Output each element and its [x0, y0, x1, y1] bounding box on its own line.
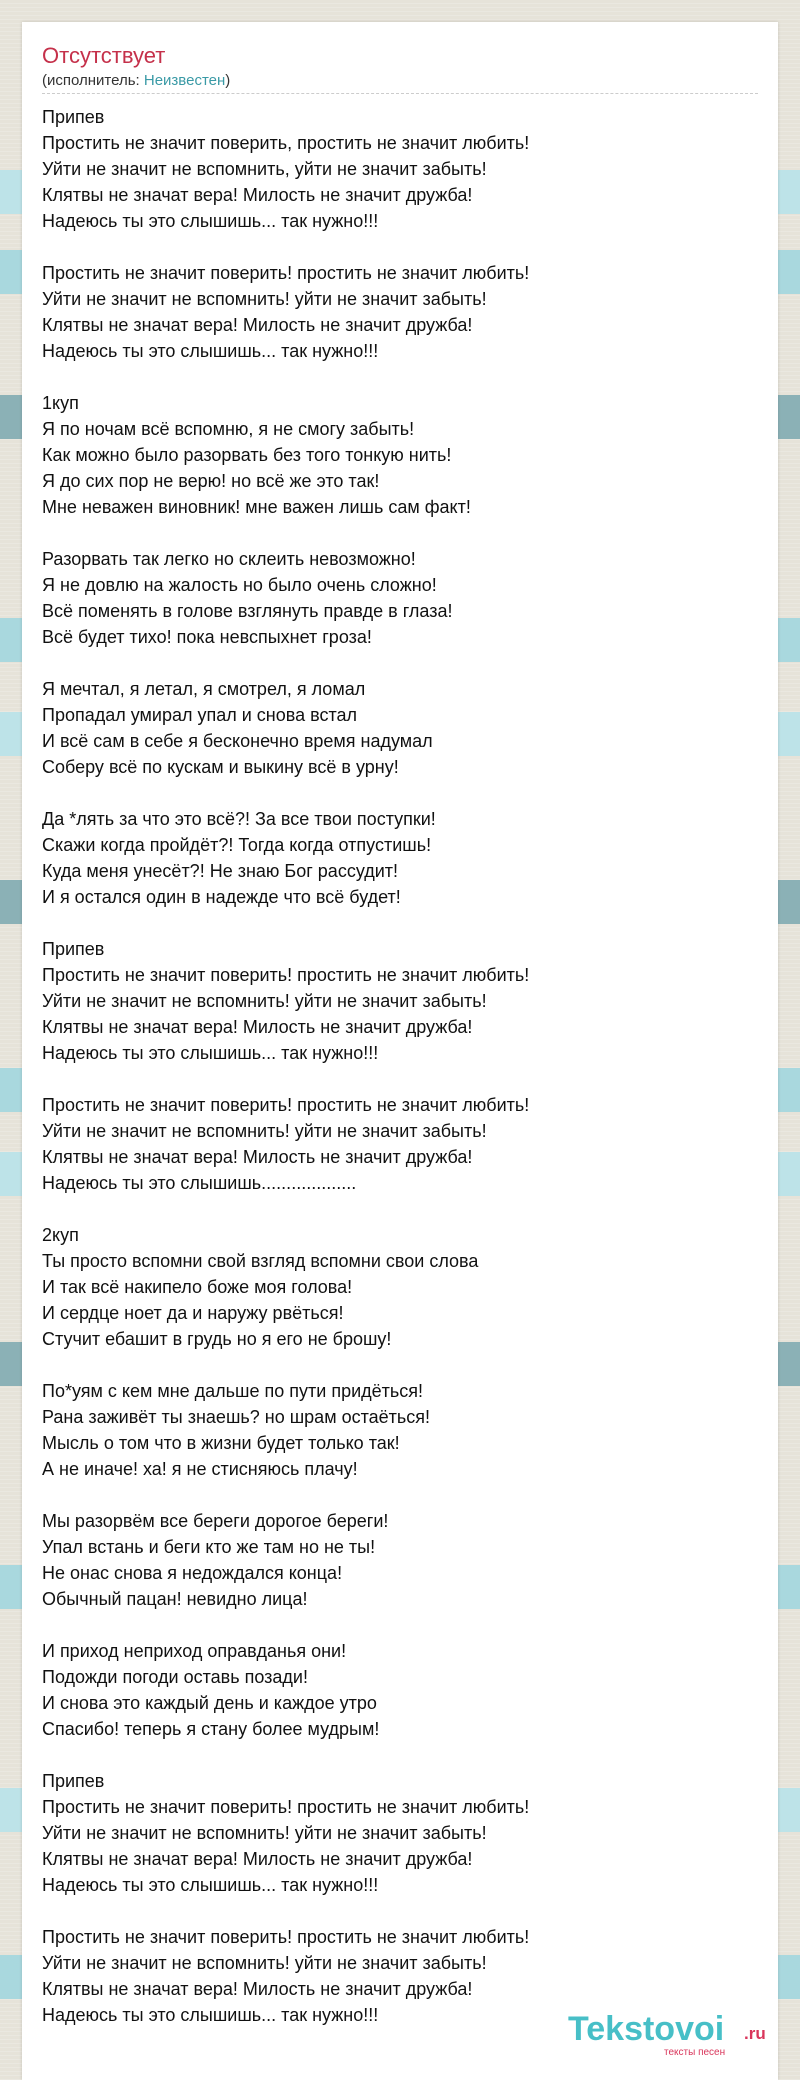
lyrics-line: Разорвать так легко но склеить невозможно!	[42, 549, 416, 569]
artist-link[interactable]: Неизвестен	[143, 72, 226, 89]
lyrics-line: Простить не значит поверить! простить не значит любить!	[42, 1927, 530, 1947]
lyrics-stanza	[42, 546, 762, 650]
lyrics-stanza	[42, 1508, 762, 1612]
lyrics-line: Всё будет тихо! пока невспыхнет гроза!	[42, 627, 372, 647]
song-title: Отсутствует	[42, 43, 166, 68]
lyrics-line: 2куп	[42, 1225, 79, 1245]
lyrics-line: Надеюсь ты это слышишь...................	[42, 1173, 357, 1193]
artist-suffix: )	[225, 72, 231, 89]
lyrics-line: Ты просто вспомни свой взгляд вспомни свои слова	[42, 1251, 479, 1271]
lyrics-line: Уйти не значит не вспомнить! уйти не значит забыть!	[42, 289, 487, 309]
lyrics-line: Припев	[42, 107, 105, 127]
lyrics-line: И всё сам в себе я бесконечно время надумал	[42, 731, 433, 751]
lyrics-line: Подожди погоди оставь позади!	[42, 1667, 308, 1687]
lyrics-line: Надеюсь ты это слышишь... так нужно!!!	[42, 2005, 379, 2025]
lyrics-stanza	[42, 104, 762, 234]
lyrics-line: Упал встань и беги кто же там но не ты!	[42, 1537, 376, 1557]
lyrics-line: Уйти не значит не вспомнить! уйти не значит забыть!	[42, 1823, 487, 1843]
site-logo[interactable]	[568, 2010, 778, 2058]
lyrics-line: Куда меня унесёт?! Не знаю Бог рассудит!	[42, 861, 399, 881]
lyrics-stanza	[42, 390, 762, 520]
lyrics-line: Я не довлю на жалость но было очень сложно!	[42, 575, 437, 595]
artist-prefix: (исполнитель:	[42, 72, 144, 89]
lyrics-line: Простить не значит поверить! простить не значит любить!	[42, 1797, 530, 1817]
lyrics-line: Мне неважен виновник! мне важен лишь сам факт!	[42, 497, 471, 517]
lyrics-line: И приход неприход оправданья они!	[42, 1641, 347, 1661]
artist-line	[42, 72, 230, 90]
lyrics-line: Клятвы не значат вера! Милость не значит дружба!	[42, 1979, 473, 1999]
lyrics-line: Простить не значит поверить! простить не значит любить!	[42, 263, 530, 283]
header-divider	[42, 93, 758, 94]
lyrics-line: Клятвы не значат вера! Милость не значит дружба!	[42, 1849, 473, 1869]
lyrics-stanza	[42, 1768, 762, 1898]
lyrics-line: По*уям с кем мне дальше по пути придёться!	[42, 1381, 424, 1401]
lyrics-line: Я мечтал, я летал, я смотрел, я ломал	[42, 679, 366, 699]
lyrics-stanza	[42, 676, 762, 780]
lyrics-line: Не онас снова я недождался конца!	[42, 1563, 343, 1583]
logo-tld: .ru	[744, 2024, 766, 2043]
lyrics-line: И я остался один в надежде что всё будет!	[42, 887, 401, 907]
lyrics-line: Рана заживёт ты знаешь? но шрам остаёться!	[42, 1407, 431, 1427]
lyrics-line: Надеюсь ты это слышишь... так нужно!!!	[42, 211, 379, 231]
lyrics-line: Надеюсь ты это слышишь... так нужно!!!	[42, 1875, 379, 1895]
lyrics-line: Припев	[42, 1771, 105, 1791]
lyrics-stanza	[42, 1092, 762, 1196]
lyrics-line: Скажи когда пройдёт?! Тогда когда отпустишь!	[42, 835, 432, 855]
lyrics-stanza	[42, 1378, 762, 1482]
lyrics-line: Да *лять за что это всё?! За все твои поступки!	[42, 809, 436, 829]
lyrics-stanza	[42, 1638, 762, 1742]
lyrics-line: И снова это каждый день и каждое утро	[42, 1693, 377, 1713]
lyrics-stanza	[42, 806, 762, 910]
lyrics-line: Клятвы не значат вера! Милость не значит дружба!	[42, 185, 473, 205]
lyrics-stanza	[42, 936, 762, 1066]
lyrics-line: Простить не значит поверить! простить не значит любить!	[42, 1095, 530, 1115]
lyrics-line: Соберу всё по кускам и выкину всё в урну!	[42, 757, 399, 777]
lyrics-line: Обычный пацан! невидно лица!	[42, 1589, 308, 1609]
lyrics-line: Клятвы не значат вера! Милость не значит дружба!	[42, 315, 473, 335]
logo-tagline: тексты песен	[664, 2047, 726, 2058]
lyrics-line: Стучит ебашит в грудь но я его не брошу!	[42, 1329, 392, 1349]
lyrics-stanza	[42, 260, 762, 364]
lyrics-line: 1куп	[42, 393, 79, 413]
lyrics-line: Надеюсь ты это слышишь... так нужно!!!	[42, 1043, 379, 1063]
lyrics-line: И сердце ноет да и наружу рвёться!	[42, 1303, 344, 1323]
lyrics-line: Простить не значит поверить, простить не значит любить!	[42, 133, 530, 153]
lyrics-line: Уйти не значит не вспомнить, уйти не значит забыть!	[42, 159, 487, 179]
lyrics-line: Уйти не значит не вспомнить! уйти не значит забыть!	[42, 1953, 487, 1973]
lyrics-line: Клятвы не значат вера! Милость не значит дружба!	[42, 1147, 473, 1167]
lyrics-line: Мысль о том что в жизни будет только так!	[42, 1433, 400, 1453]
lyrics-line: Клятвы не значат вера! Милость не значит дружба!	[42, 1017, 473, 1037]
lyrics-line: Уйти не значит не вспомнить! уйти не значит забыть!	[42, 1121, 487, 1141]
lyrics-line: Простить не значит поверить! простить не значит любить!	[42, 965, 530, 985]
lyrics-line: Пропадал умирал упал и снова встал	[42, 705, 358, 725]
lyrics-line: Припев	[42, 939, 105, 959]
lyrics-line: Как можно было разорвать без того тонкую нить!	[42, 445, 452, 465]
lyrics-text	[42, 104, 762, 2054]
lyrics-line: Я до сих пор не верю! но всё же это так!	[42, 471, 380, 491]
lyrics-line: Мы разорвём все береги дорогое береги!	[42, 1511, 389, 1531]
lyrics-line: Я по ночам всё вспомню, я не смогу забыть!	[42, 419, 415, 439]
lyrics-line: А не иначе! ха! я не стисняюсь плачу!	[42, 1459, 358, 1479]
lyrics-line: Всё поменять в голове взглянуть правде в глаза!	[42, 601, 453, 621]
lyrics-line: Надеюсь ты это слышишь... так нужно!!!	[42, 341, 379, 361]
lyrics-line: Уйти не значит не вспомнить! уйти не значит забыть!	[42, 991, 487, 1011]
lyrics-line: И так всё накипело боже моя голова!	[42, 1277, 353, 1297]
logo-name: Tekstovoi	[568, 2010, 725, 2048]
lyrics-stanza	[42, 1222, 762, 1352]
lyrics-line: Спасибо! теперь я стану более мудрым!	[42, 1719, 380, 1739]
